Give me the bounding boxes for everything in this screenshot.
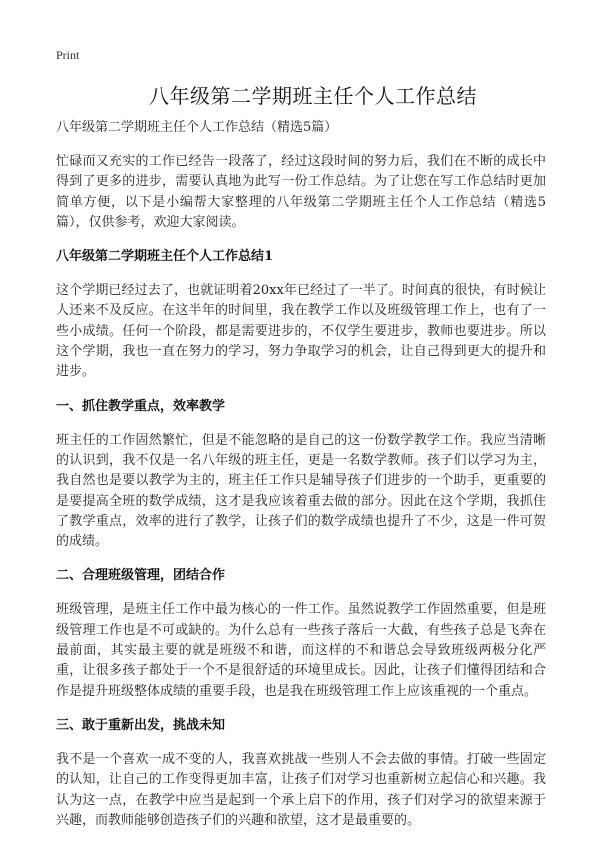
point-2-heading: 二、合理班级管理，团结合作 [56, 568, 226, 584]
intro-paragraph: 忙碌而又充实的工作已经告一段落了，经过这段时间的努力后，我们在不断的成长中得到了更多的进步，需要认真地为此写一份工作总结。为了让您在写工作总结时更加简单方便，以下是小编帮大家整理的八年级第二学期班主任个人工作总结（精选5篇），仅供参考，欢迎大家阅读。 [56, 154, 546, 230]
section-1-paragraph: 这个学期已经过去了，也就证明着20xx年已经过了一半了。时间真的很快，有时候让人还来不及反应。在这半年的时间里，我在教学工作以及班级管理工作上，也有了一些小成绩。任何一个阶段，都是需要进步的，不仅学生要进步，教师也要进步。所以这个学期，我也一直在努力的学习，努力争取学习的机会，让自己得到更大的提升和进步。 [56, 283, 546, 380]
page-title: 八年级第二学期班主任个人工作总结 [149, 84, 477, 108]
point-3-paragraph: 我不是一个喜欢一成不变的人，我喜欢挑战一些别人不会去做的事情。打破一些固定的认知，让自己的工作变得更加丰富，让孩子们对学习也重新树立起信心和兴趣。我认为这一点，在教学中应当是起到一个承上启下的作用，孩子们对学习的欲望来源于兴趣，而教师能够创造孩子们的兴趣和欲望，这才是最重要的。 [56, 751, 546, 828]
point-3-heading: 三、敢于重新出发，挑战未知 [56, 717, 226, 733]
point-2-paragraph: 班级管理，是班主任工作中最为核心的一件工作。虽然说教学工作固然重要，但是班级管理工作也是不可或缺的。为什么总有一些孩子落后一大截，有些孩子总是飞奔在最前面，其实最主要的就是班级不和谐，而这样的不和谐总会导致班级两极分化严重，让很多孩子都处于一个不是很舒适的环境里成长。因此，让孩子们懂得团结和合作是提升班级整体成绩的重要手段，也是我在班级管理工作上应该重视的一个重点。 [56, 602, 546, 699]
section-1-heading: 八年级第二学期班主任个人工作总结1 [56, 249, 274, 265]
document-body [56, 118, 546, 845]
point-1-heading: 一、抓住教学重点，效率教学 [56, 398, 226, 414]
print-link[interactable]: Print [56, 48, 80, 62]
document-subtitle: 八年级第二学期班主任个人工作总结（精选5篇） [56, 120, 338, 135]
point-1-paragraph: 班主任的工作固然繁忙，但是不能忽略的是自己的这一份数学教学工作。我应当清晰的认识到，我不仅是一名八年级的班主任，更是一名数学教师。孩子们以学习为主，我自然也是要以教学为主的，班主任工作只是辅导孩子们进步的一个助手，更重要的是要提高全班的数学成绩，这才是我应该着重去做的部分。因此在这个学期，我抓住了教学重点，效率的进行了教学，让孩子们的数学成绩也提升了不少，这是一件可贺的成绩。 [56, 432, 546, 550]
